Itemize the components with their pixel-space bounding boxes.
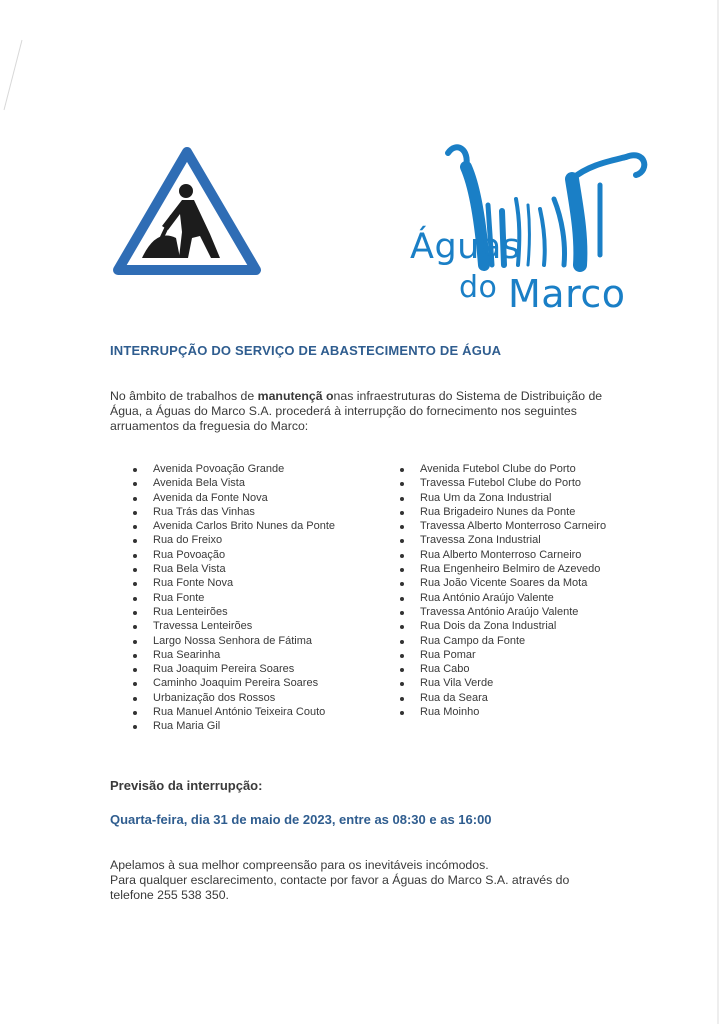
street-item: Travessa António Araújo Valente	[398, 605, 618, 619]
street-item: Rua Searinha	[131, 648, 361, 662]
street-item: Rua Maria Gil	[131, 719, 361, 733]
street-item: Rua Povoação	[131, 548, 361, 562]
closing-line-2: Para qualquer esclarecimento, contacte por favor a Águas do Marco S.A. através do telefone 255 538 350.	[110, 873, 570, 902]
intro-text-bold: manutençã o	[257, 389, 334, 403]
street-item: Rua Engenheiro Belmiro de Azevedo	[398, 562, 618, 576]
street-item: Rua da Seara	[398, 691, 618, 705]
forecast-label: Previsão da interrupção:	[110, 778, 263, 793]
street-item: Avenida Futebol Clube do Porto	[398, 462, 618, 476]
street-item: Rua Vila Verde	[398, 676, 618, 690]
notice-intro	[110, 389, 610, 434]
intro-text-start: No âmbito de trabalhos de	[110, 389, 258, 403]
street-item: Rua Trás das Vinhas	[131, 505, 361, 519]
street-list-right	[398, 462, 618, 719]
street-item: Largo Nossa Senhora de Fátima	[131, 634, 361, 648]
street-item: Rua Campo da Fonte	[398, 634, 618, 648]
street-item: Rua Alberto Monterroso Carneiro	[398, 548, 618, 562]
street-item: Rua Dois da Zona Industrial	[398, 619, 618, 633]
street-item: Travessa Futebol Clube do Porto	[398, 476, 618, 490]
street-item: Rua Fonte Nova	[131, 576, 361, 590]
closing-line-1: Apelamos à sua melhor compreensão para os inevitáveis incómodos.	[110, 858, 489, 872]
street-item: Travessa Zona Industrial	[398, 533, 618, 547]
street-item: Travessa Alberto Monterroso Carneiro	[398, 519, 618, 533]
street-item: Rua Um da Zona Industrial	[398, 491, 618, 505]
notice-title: INTERRUPÇÃO DO SERVIÇO DE ABASTECIMENTO DE ÁGUA	[110, 343, 502, 358]
road-works-warning-icon	[112, 146, 262, 276]
street-item: Rua Pomar	[398, 648, 618, 662]
street-item: Rua Fonte	[131, 591, 361, 605]
street-item: Rua Cabo	[398, 662, 618, 676]
logo-text-do: do	[459, 270, 498, 305]
intro-text-end: nas infraestruturas do Sistema de Distribuição de Água, a Águas do Marco S.A. procederá à interrupção do fornecimento nos seguintes arruamentos da freguesia do Marco:	[110, 389, 603, 433]
street-item: Avenida Bela Vista	[131, 476, 361, 490]
street-item: Rua Joaquim Pereira Soares	[131, 662, 361, 676]
street-item: Avenida da Fonte Nova	[131, 491, 361, 505]
street-item: Avenida Carlos Brito Nunes da Ponte	[131, 519, 361, 533]
logo-text-marco: Marco	[508, 272, 626, 316]
street-item: Rua João Vicente Soares da Mota	[398, 576, 618, 590]
closing-paragraph	[110, 858, 610, 903]
street-item: Urbanização dos Rossos	[131, 691, 361, 705]
logo-text-aguas: Águas	[410, 227, 521, 267]
street-item: Rua Lenteirões	[131, 605, 361, 619]
street-item: Caminho Joaquim Pereira Soares	[131, 676, 361, 690]
street-list-left	[131, 462, 361, 734]
street-item: Avenida Povoação Grande	[131, 462, 361, 476]
street-item: Rua António Araújo Valente	[398, 591, 618, 605]
street-item: Rua Bela Vista	[131, 562, 361, 576]
street-item: Rua Brigadeiro Nunes da Ponte	[398, 505, 618, 519]
street-item: Rua Manuel António Teixeira Couto	[131, 705, 361, 719]
street-item: Rua do Freixo	[131, 533, 361, 547]
street-item: Travessa Lenteirões	[131, 619, 361, 633]
street-item: Rua Moinho	[398, 705, 618, 719]
forecast-date: Quarta-feira, dia 31 de maio de 2023, entre as 08:30 e as 16:00	[110, 812, 492, 827]
